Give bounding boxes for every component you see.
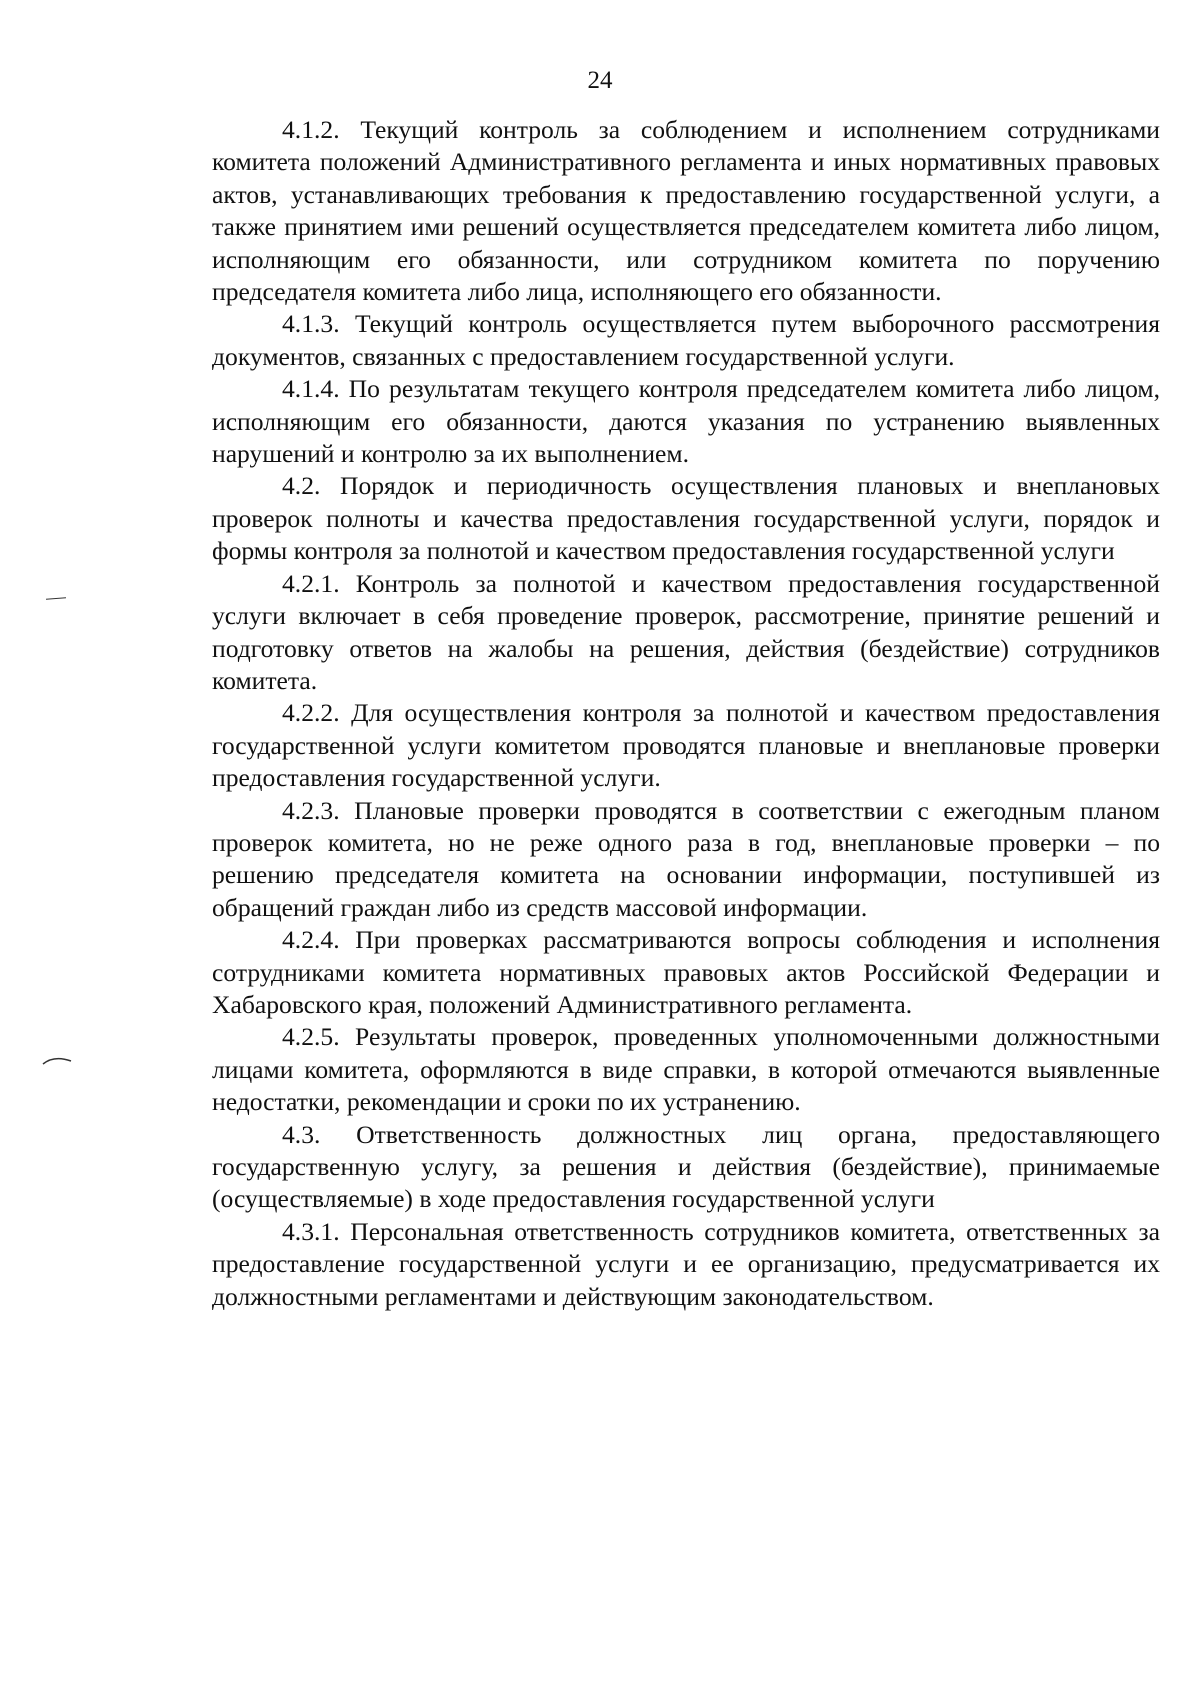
paragraph-4-1-2: 4.1.2. Текущий контроль за соблюдением и исполнением сотрудниками комитета положений Административного регламента и иных нормативных правовых актов, устанавливающих требования к предоставлению государственной услуги, а также принятием ими решений осуществляется председателем комитета либо лицом, исполняющим его обязанности, или сотрудником комитета по поручению председателя комитета либо лица, исполняющего его обязанности. [212,115,1160,307]
paragraph-4-2-2: 4.2.2. Для осуществления контроля за полнотой и качеством предоставления государственной услуги комитетом проводятся плановые и внеплановые проверки предоставления государственной услуги. [212,698,1160,793]
page-number: 24 [587,67,613,94]
paragraph-4-2-1: 4.2.1. Контроль за полнотой и качеством предоставления государственной услуги включает в себя проведение проверок, рассмотрение, принятие решений и подготовку ответов на жалобы на решения, действия (бездействие) сотрудников комитета. [212,568,1160,695]
paragraph-4-2-3: 4.2.3. Плановые проверки проводятся в соответствии с ежегодным планом проверок комитета, но не реже одного раза в год, внеплановые проверки – по решению председателя комитета на основании информации, поступившей из обращений граждан либо из средств массовой информации. [212,795,1160,922]
section-heading-4-2: 4.2. Порядок и периодичность осуществления плановых и внеплановых проверок полноты и качества предоставления государственной услуги, порядок и формы контроля за полнотой и качеством предоставления государственной услуги [212,471,1160,566]
paragraph-4-3-1: 4.3.1. Персональная ответственность сотрудников комитета, ответственных за предоставление государственной услуги и ее организацию, предусматривается их должностными регламентами и действующим законодательством. [212,1216,1160,1311]
paragraph-4-2-5: 4.2.5. Результаты проверок, проведенных уполномоченными должностными лицами комитета, оформляются в виде справки, в которой отмечаются выявленные недостатки, рекомендации и сроки по их устранению. [212,1022,1160,1117]
section-heading-4-3: 4.3. Ответственность должностных лиц органа, предоставляющего государственную услугу, за решения и действия (бездействие), принимаемые (осуществляемые) в ходе предоставления государственной услуги [212,1119,1160,1214]
paragraph-4-1-3: 4.1.3. Текущий контроль осуществляется путем выборочного рассмотрения документов, связанных с предоставлением государственной услуги. [212,309,1160,371]
paragraph-4-2-4: 4.2.4. При проверках рассматриваются вопросы соблюдения и исполнения сотрудниками комитета нормативных правовых актов Российской Федерации и Хабаровского края, положений Административного регламента. [212,925,1160,1019]
paragraph-4-1-4: 4.1.4. По результатам текущего контроля председателем комитета либо лицом, исполняющим его обязанности, даются указания по устранению выявленных нарушений и контролю за их выполнением. [212,374,1160,469]
document-body [212,114,1160,1313]
margin-mark [46,597,66,599]
margin-arc-mark [42,1055,72,1065]
